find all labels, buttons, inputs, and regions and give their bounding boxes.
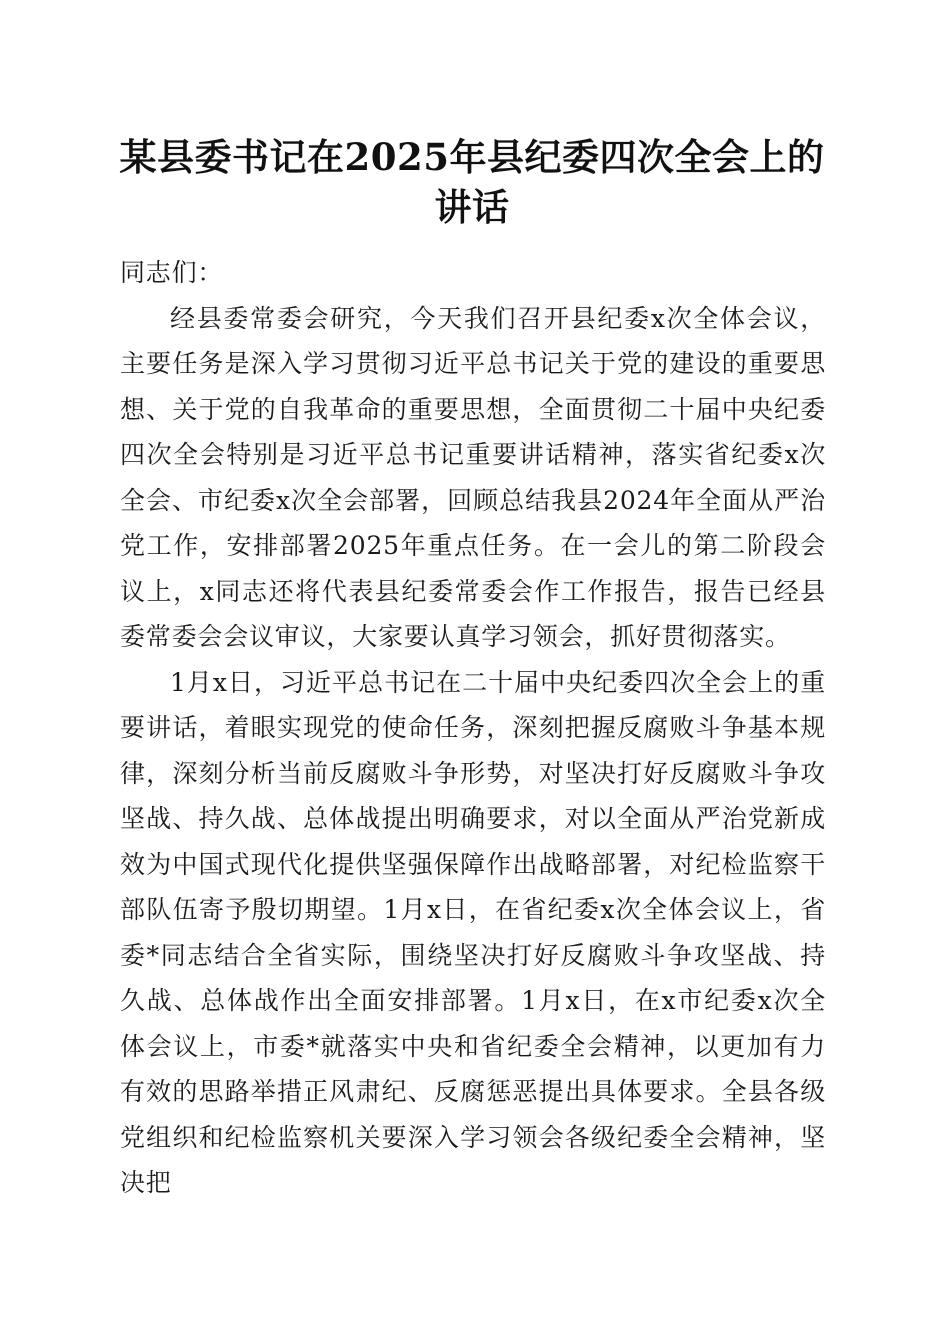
document-body [120, 250, 826, 1206]
paragraph-2: 1月x日，习近平总书记在二十届中央纪委四次全会上的重要讲话，着眼实现党的使命任务，深刻把握反腐败斗争基本规律，深刻分析当前反腐败斗争形势，对坚决打好反腐败斗争攻坚战、持久战、总体战提出明确要求，对以全面从严治党新成效为中国式现代化提供坚强保障作出战略部署，对纪检监察干部队伍寄予殷切期望。1月x日，在省纪委x次全体会议上，省委*同志结合全省实际，围绕坚决打好反腐败斗争攻坚战、持久战、总体战作出全面安排部署。1月x日，在x市纪委x次全体会议上，市委*就落实中央和省纪委全会精神，以更加有力有效的思路举措正风肃纪、反腐惩恶提出具体要求。全县各级党组织和纪检监察机关要深入学习领会各级纪委全会精神，坚决把 [120, 667, 826, 1197]
paragraph-1: 经县委常委会研究，今天我们召开县纪委x次全体会议，主要任务是深入学习贯彻习近平总书记关于党的建设的重要思想、关于党的自我革命的重要思想，全面贯彻二十届中央纪委四次全会特别是习近平总书记重要讲话精神，落实省纪委x次全会、市纪委x次全会部署，回顾总结我县2024年全面从严治党工作，安排部署2025年重点任务。在一会儿的第二阶段会议上，x同志还将代表县纪委常委会作工作报告，报告已经县委常委会会议审议，大家要认真学习领会，抓好贯彻落实。 [120, 303, 826, 651]
salutation: 同志们： [120, 258, 224, 287]
document-title: 某县委书记在2025年县纪委四次全会上的讲话 [119, 135, 825, 229]
